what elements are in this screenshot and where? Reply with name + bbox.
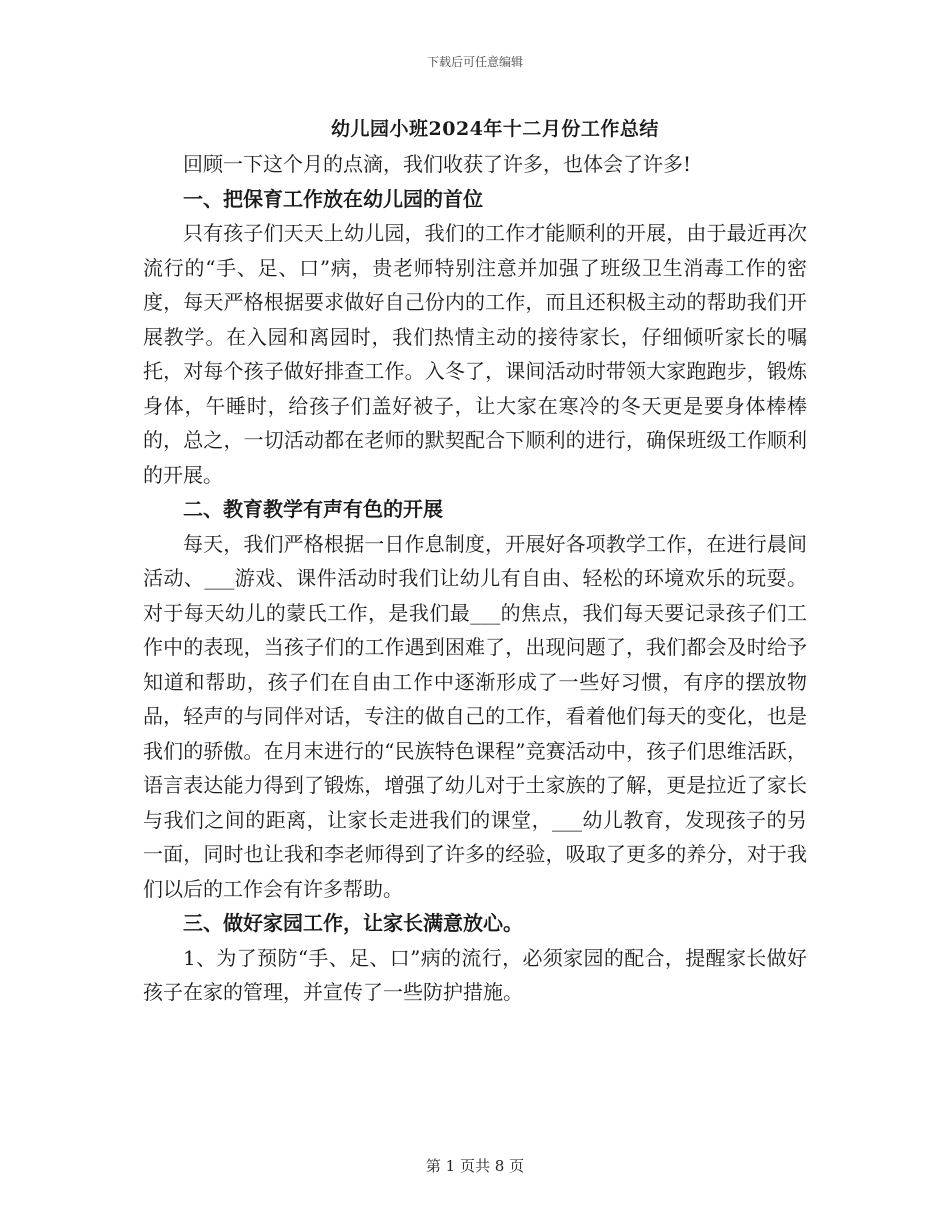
- page-header-note: 下载后可任意编辑: [426, 55, 523, 69]
- section-1-paragraph: 只有孩子们天天上幼儿园，我们的工作才能顺利的开展，由于最近再次流行的“手、足、口”病，贵老师特别注意并加强了班级卫生消毒工作的密度，每天严格根据要求做好自己份内的工作，而且还积极主动的帮助我们开展教学。在入园和离园时，我们热情主动的接待家长，仔细倾听家长的嘱托，对每个孩子做好排查工作。入冬了，课间活动时带领大家跑跑步，锻炼身体，午睡时，给孩子们盖好被子，让大家在寒冷的冬天更是要身体棒棒的，总之，一切活动都在老师的默契配合下顺利的进行，确保班级工作顺利的开展。: [143, 221, 807, 487]
- page-number: 第 1 页共 8 页: [425, 1157, 525, 1175]
- section-2-paragraph: 每天，我们严格根据一日作息制度，开展好各项教学工作，在进行晨间活动、___游戏、课件活动时我们让幼儿有自由、轻松的环境欢乐的玩耍。对于每天幼儿的蒙氏工作，是我们最___的焦点，我们每天要记录孩子们工作中的表现，当孩子们的工作遇到困难了，出现问题了，我们都会及时给予知道和帮助，孩子们在自由工作中逐渐形成了一些好习惯，有序的摆放物品，轻声的与同伴对话，专注的做自己的工作，看着他们每天的变化，也是我们的骄傲。在月末进行的“民族特色课程”竞赛活动中，孩子们思维活跃，语言表达能力得到了锻炼，增强了幼儿对于土家族的了解，更是拉近了家长与我们之间的距离，让家长走进我们的课堂，___幼儿教育，发现孩子的另一面，同时也让我和李老师得到了许多的经验，吸取了更多的养分，对于我们以后的工作会有许多帮助。: [143, 531, 807, 901]
- section-heading-2: 二、教育教学有声有色的开展: [183, 497, 443, 521]
- document-body: [143, 147, 807, 1010]
- section-3-item-1: 1、为了预防“手、足、口”病的流行，必须家园的配合，提醒家长做好孩子在家的管理，并宣传了一些防护措施。: [143, 945, 807, 1004]
- document-title: 幼儿园小班2024年十二月份工作总结: [331, 118, 659, 140]
- section-heading-1: 一、把保育工作放在幼儿园的首位: [183, 186, 483, 211]
- intro-paragraph: 回顾一下这个月的点滴，我们收获了许多，也体会了许多!: [183, 152, 692, 176]
- section-heading-3: 三、做好家园工作，让家长满意放心。: [183, 911, 523, 935]
